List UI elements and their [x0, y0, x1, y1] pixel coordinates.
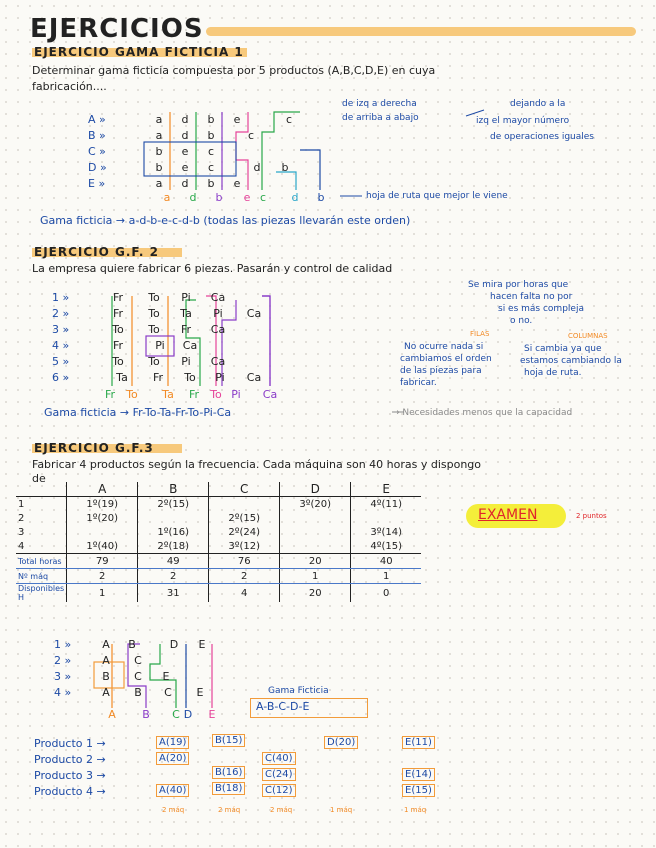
ex2-row-label: 3 »	[52, 323, 70, 336]
ex3-seq-label: 2 »	[54, 654, 72, 667]
ex3-seq-label: 3 »	[54, 670, 72, 683]
table-header-cell: A	[67, 482, 138, 497]
ex2-note: Se mira por horas que	[468, 280, 569, 290]
ex1-line-b2	[300, 150, 320, 190]
table-nmaq-row	[16, 569, 421, 584]
ex2-cell: Ca	[210, 323, 226, 336]
ex2-bottom-cell: To	[126, 388, 138, 401]
ex2-bottom-cell: Pi	[231, 388, 241, 401]
ex1-cell: a	[155, 113, 163, 126]
ex2-row-label: 2 »	[52, 307, 70, 320]
ex1-heading: EJERCICIO GAMA FICTICIA 1	[34, 45, 244, 59]
assign-d: D(20)	[324, 736, 358, 749]
ex3-seq-cell: D	[169, 638, 179, 651]
ex2-bottom-cell: Ca	[262, 388, 278, 401]
table-cell: 2º(15)	[209, 511, 280, 525]
exam-points: 2 puntos	[576, 512, 607, 520]
ex1-cell: b	[155, 161, 163, 174]
ex1-cell: d	[181, 177, 189, 190]
table-cell: 20	[280, 554, 351, 569]
assign-e: E(14)	[402, 768, 435, 781]
ex2-cell: Pi	[181, 291, 191, 304]
ex3-seq-cell: E	[198, 638, 206, 651]
ex3-seq-cell: A	[102, 638, 110, 651]
table-cell: 1º(16)	[138, 525, 209, 539]
ex2-label-filas: FILAS	[470, 330, 490, 338]
ex1-cell: c	[207, 145, 215, 158]
ex1-row-label: E »	[88, 177, 106, 190]
ex1-cell: a	[155, 129, 163, 142]
ex2-note: o no.	[510, 316, 533, 326]
ex1-bottom-cell: d	[291, 191, 299, 204]
ex3-seq-cell: A	[102, 654, 110, 667]
ex1-row-label: D »	[88, 161, 107, 174]
ex3-maq: 2 máq	[218, 806, 241, 814]
ex2-note: hoja de ruta.	[524, 368, 582, 378]
ex1-statement-1: Determinar gama ficticia compuesta por 5 productos (A,B,C,D,E) en cuya	[32, 64, 436, 77]
table-row-label: 1	[18, 498, 25, 510]
ex2-cell: Pi	[181, 355, 191, 368]
table-row	[16, 497, 421, 512]
table-total-row	[16, 554, 421, 569]
ex2-bottom-cell: Fr	[188, 388, 200, 401]
ex2-label-columnas: COLUMNAS	[568, 332, 608, 340]
ex3-seq-cell: E	[196, 686, 204, 699]
ex2-note: estamos cambiando la	[520, 356, 622, 366]
ex1-cell: e	[233, 113, 241, 126]
ex2-cell: To	[112, 323, 124, 336]
ex2-note: Si cambia ya que	[524, 344, 602, 354]
table-cell	[209, 497, 280, 512]
assign-a: A(19)	[156, 736, 189, 749]
table-cell: 76	[209, 554, 280, 569]
ex2-bottom-cell: Fr	[104, 388, 116, 401]
table-row-label: Total horas	[16, 554, 67, 569]
ex1-note: izq el mayor número	[476, 116, 570, 126]
ex2-bottom-cell: To	[210, 388, 222, 401]
table-header-cell: E	[351, 482, 422, 497]
ex2-cell: Fr	[112, 339, 124, 352]
table-cell: 4	[209, 584, 280, 603]
ex1-note: dejando a la	[510, 99, 566, 109]
ex3-seq-cell: B	[134, 686, 142, 699]
table-cell: 31	[138, 584, 209, 603]
table-cell: 1º(20)	[67, 511, 138, 525]
ex2-row-label: 6 »	[52, 371, 70, 384]
ex2-note: de las piezas para	[400, 366, 482, 376]
ex3-seq-bottom: D	[183, 708, 193, 721]
ex1-cell: c	[247, 129, 255, 142]
ex3-maq: 2 máq	[270, 806, 293, 814]
table-cell: 20	[280, 584, 351, 603]
table-row	[16, 511, 421, 525]
ex3-seq-cell: E	[162, 670, 170, 683]
ex3-seq-bottom: B	[142, 708, 150, 721]
ex2-bottom-cell: Ta	[162, 388, 174, 401]
ex2-cell: Fr	[180, 323, 192, 336]
ex3-seq-cell: C	[164, 686, 172, 699]
table-cell: 2	[138, 569, 209, 584]
ex3-product-label: Producto 4 →	[34, 785, 106, 798]
table-cell	[351, 511, 422, 525]
assign-a: A(40)	[156, 784, 189, 797]
ex3-product-label: Producto 2 →	[34, 753, 106, 766]
ex1-cell: c	[285, 113, 293, 126]
table-header-cell: D	[280, 482, 351, 497]
ex2-note: si es más compleja	[498, 304, 584, 314]
ex2-row-label: 5 »	[52, 355, 70, 368]
table-disp-row	[16, 584, 421, 603]
ex1-bottom-cell: e	[243, 191, 251, 204]
ex2-cell: To	[112, 355, 124, 368]
table-cell: 0	[351, 584, 422, 603]
ex1-row-label: A »	[88, 113, 106, 126]
ex1-row-label: B »	[88, 129, 106, 142]
ex1-cell: b	[207, 113, 215, 126]
table-cell	[280, 539, 351, 554]
table-cell: 1º(40)	[67, 539, 138, 554]
ex3-frequency-table	[16, 482, 421, 602]
ex1-note: de arriba a abajo	[342, 113, 419, 123]
table-row-label: 3	[18, 526, 25, 538]
table-cell: 1	[351, 569, 422, 584]
table-cell: 2º(15)	[138, 497, 209, 512]
ex2-note: fabricar.	[400, 378, 437, 388]
ex3-gama: A-B-C-D-E	[256, 700, 310, 713]
table-cell: 40	[351, 554, 422, 569]
table-cell: 3º(20)	[280, 497, 351, 512]
ex3-product-label: Producto 3 →	[34, 769, 106, 782]
ex1-bottom-cell: a	[163, 191, 171, 204]
table-header-row	[16, 482, 421, 497]
assign-e: E(11)	[402, 736, 435, 749]
table-cell: 2º(24)	[209, 525, 280, 539]
ex2-cell: Ca	[210, 291, 226, 304]
assign-b: B(15)	[212, 734, 245, 747]
exam-label: EXAMEN	[478, 507, 538, 523]
ex3-seq-label: 4 »	[54, 686, 72, 699]
ex3-statement-2: de	[32, 472, 46, 485]
ex3-seq-cell: B	[102, 670, 110, 683]
ex1-cell: b	[281, 161, 289, 174]
ex3-maq: 1 máq	[330, 806, 353, 814]
ex2-cell: To	[148, 291, 160, 304]
ex2-note: cambiamos el orden	[400, 354, 492, 364]
ex1-cell: e	[181, 161, 189, 174]
table-header-cell: C	[209, 482, 280, 497]
assign-c: C(24)	[262, 768, 296, 781]
ex2-cell: To	[148, 355, 160, 368]
table-cell: 3º(14)	[351, 525, 422, 539]
ex2-cell: Ca	[182, 339, 198, 352]
ex2-cell: To	[148, 307, 160, 320]
table-row-label: Nº máq	[16, 569, 67, 584]
table-cell: 1	[280, 569, 351, 584]
ex2-note: hacen falta no por	[490, 292, 573, 302]
ex2-cell: Ca	[246, 371, 262, 384]
assign-e: E(15)	[402, 784, 435, 797]
assign-b: B(16)	[212, 766, 245, 779]
assign-c: C(40)	[262, 752, 296, 765]
ex2-row-label: 4 »	[52, 339, 70, 352]
ex2-cell: To	[184, 371, 196, 384]
assign-b: B(18)	[212, 782, 245, 795]
table-cell	[280, 525, 351, 539]
ex2-row-label: 1 »	[52, 291, 70, 304]
ex2-cell: Pi	[213, 307, 223, 320]
ex1-statement-2: fabricación....	[32, 80, 107, 93]
table-row	[16, 525, 421, 539]
ex1-bottom-cell: b	[215, 191, 223, 204]
ex1-cell: d	[253, 161, 261, 174]
ex1-bottom-cell: c	[259, 191, 267, 204]
ex1-bottom-cell: b	[317, 191, 325, 204]
ex3-statement-1: Fabricar 4 productos según la frecuencia. Cada máquina son 40 horas y dispongo	[32, 458, 482, 471]
ex2-cell: Ta	[116, 371, 128, 384]
ex1-cell: e	[181, 145, 189, 158]
ex1-cell: d	[181, 113, 189, 126]
ex2-cell: Fr	[112, 307, 124, 320]
table-header-cell: B	[138, 482, 209, 497]
ex1-line-d2	[276, 172, 296, 190]
table-row-label: 4	[18, 540, 25, 552]
ex1-cell: b	[207, 129, 215, 142]
ex1-cell: c	[207, 161, 215, 174]
assign-c: C(12)	[262, 784, 296, 797]
table-header-cell	[16, 482, 67, 497]
ex1-cell: e	[233, 177, 241, 190]
table-cell: 4º(11)	[351, 497, 422, 512]
ex2-statement: La empresa quiere fabricar 6 piezas. Pasarán y control de calidad	[32, 262, 393, 275]
ex2-cell: Pi	[215, 371, 225, 384]
ex2-cell: Pi	[155, 339, 165, 352]
table-row-label: Disponibles H	[18, 584, 65, 602]
ex2-result-note: → Necesidades menos que la capacidad	[392, 408, 573, 418]
ex3-maq: 1 máq	[404, 806, 427, 814]
assign-a: A(20)	[156, 752, 189, 765]
ex2-cell: To	[148, 323, 160, 336]
ex1-cell: d	[181, 129, 189, 142]
ex3-seq-cell: B	[128, 638, 136, 651]
table-cell: 2º(18)	[138, 539, 209, 554]
ex3-seq-bottom: E	[208, 708, 216, 721]
table-cell: 1º(19)	[67, 497, 138, 512]
ex3-seq-label: 1 »	[54, 638, 72, 651]
page-title: EJERCICIOS	[30, 14, 204, 44]
table-cell	[67, 525, 138, 539]
ex1-cell: b	[155, 145, 163, 158]
table-cell	[138, 511, 209, 525]
ex2-cell: Ca	[246, 307, 262, 320]
ex1-cell: b	[207, 177, 215, 190]
ex3-gama-label: Gama Ficticia	[268, 686, 329, 696]
ex1-row-label: C »	[88, 145, 106, 158]
ex1-note: de izq a derecha	[342, 99, 417, 109]
ex1-note: de operaciones iguales	[490, 132, 594, 142]
ex1-note: hoja de ruta que mejor le viene	[366, 191, 508, 201]
table-cell: 2	[209, 569, 280, 584]
ex2-cell: Fr	[112, 291, 124, 304]
table-cell: 49	[138, 554, 209, 569]
table-cell: 2	[67, 569, 138, 584]
ex2-note: No ocurre nada si	[404, 342, 484, 352]
ex1-bottom-cell: d	[189, 191, 197, 204]
table-row-label: 2	[18, 512, 25, 524]
ex2-result: Gama ficticia → Fr-To-Ta-Fr-To-Pi-Ca	[44, 406, 232, 419]
table-cell: 1	[67, 584, 138, 603]
ex2-cell: Fr	[152, 371, 164, 384]
ex1-cell: a	[155, 177, 163, 190]
table-cell	[280, 511, 351, 525]
ex2-cell: Ca	[210, 355, 226, 368]
table-cell: 4º(15)	[351, 539, 422, 554]
ex2-cell: Ta	[180, 307, 192, 320]
table-cell: 79	[67, 554, 138, 569]
ex3-product-label: Producto 1 →	[34, 737, 106, 750]
ex3-heading: EJERCICIO G.F.3	[34, 441, 154, 455]
ex3-seq-bottom: A	[108, 708, 116, 721]
ex3-seq-bottom: C	[172, 708, 180, 721]
table-row	[16, 539, 421, 554]
ex2-heading: EJERCICIO G.F. 2	[34, 245, 159, 259]
ex1-result: Gama ficticia → a-d-b-e-c-d-b (todas las piezas llevarán este orden)	[40, 214, 411, 227]
ex3-maq: 2 máq	[162, 806, 185, 814]
ex3-seq-cell: A	[102, 686, 110, 699]
ex3-seq-cell: C	[134, 670, 142, 683]
ex3-seq-cell: C	[134, 654, 142, 667]
table-cell: 3º(12)	[209, 539, 280, 554]
